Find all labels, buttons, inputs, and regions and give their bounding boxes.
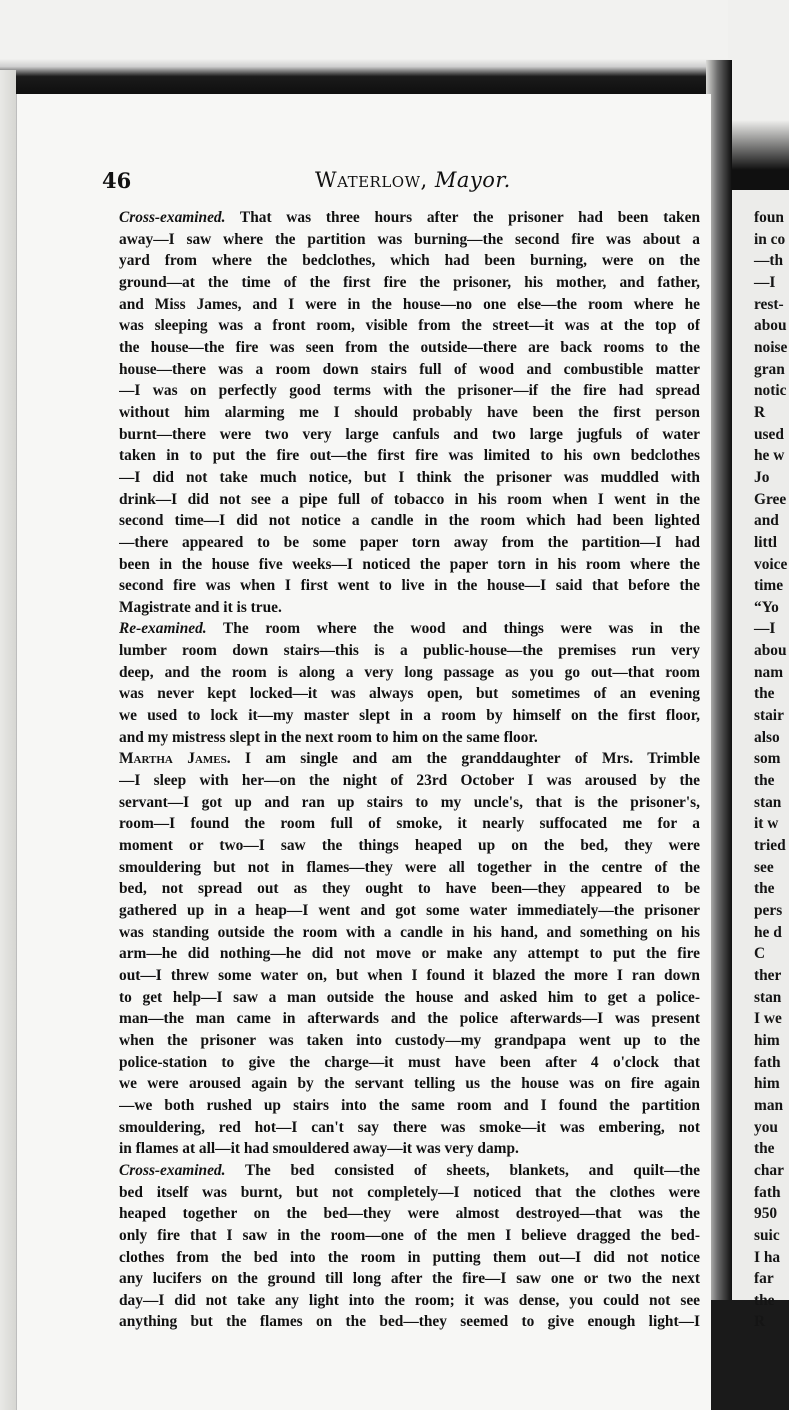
- facing-page-fragment: noise: [754, 338, 788, 356]
- line-text: servant—I got up and ran up stairs to my uncle's, that is the prisoner's,: [119, 793, 700, 811]
- text-line: [119, 575, 700, 597]
- text-line: [119, 727, 700, 749]
- line-text: moment or two—I saw the things heaped up on the bed, they were: [119, 837, 700, 855]
- facing-page-fragment: he d: [754, 923, 782, 941]
- facing-page-fragment: R: [754, 403, 766, 421]
- text-line: [119, 1160, 700, 1182]
- scanner-right-shadow: [728, 0, 789, 200]
- line-text: police-station to give the charge—it must have been after 4 o'clock that: [119, 1053, 700, 1071]
- facing-page-fragment: the: [754, 772, 775, 790]
- facing-page-fragment: ther: [754, 966, 782, 984]
- facing-page-fragment: I ha: [754, 1248, 781, 1266]
- text-line: [119, 489, 700, 511]
- text-line: [119, 294, 700, 316]
- text-line: [119, 272, 700, 294]
- text-line: [119, 510, 700, 532]
- witness-name: Martha James.: [119, 750, 231, 768]
- facing-page-text: [754, 207, 789, 1333]
- text-line: [119, 792, 700, 814]
- facing-page-fragment: —I: [754, 620, 776, 638]
- facing-page-fragment: voice: [754, 555, 788, 573]
- facing-page-fragment: Jo: [754, 468, 770, 486]
- running-head-name: Waterlow,: [315, 168, 428, 192]
- facing-page-fragment: he w: [754, 447, 785, 465]
- facing-page-fragment: notic: [754, 382, 787, 400]
- line-text: That was three hours after the prisoner had been taken: [225, 209, 700, 226]
- page-number: 46: [102, 168, 132, 193]
- text-line: [119, 1182, 700, 1204]
- facing-page-fragment: far: [754, 1270, 774, 1288]
- facing-page-fragment: fath: [754, 1053, 781, 1071]
- line-text: to get help—I saw a man outside the house and asked him to get a police-: [119, 988, 700, 1006]
- line-text: arm—he did nothing—he did not move or make any attempt to put the fire: [119, 945, 700, 963]
- text-line: [119, 315, 700, 337]
- line-text: bed, not spread out as they ought to have been—they appeared to be: [119, 880, 700, 898]
- line-text: gathered up in a heap—I went and got some water immediately—the prisoner: [119, 902, 700, 919]
- facing-page-fragment: som: [754, 750, 781, 768]
- line-text: Magistrate and it is true.: [119, 598, 282, 616]
- text-line: [119, 857, 700, 879]
- text-line: [119, 1203, 700, 1225]
- text-line: [119, 597, 700, 619]
- text-line: [119, 250, 700, 272]
- facing-page-fragment: stan: [754, 793, 782, 811]
- line-text: out—I threw some water on, but when I found it blazed the more I ran down: [119, 966, 700, 984]
- line-text: we were aroused again by the servant telling us the house was on fire again: [119, 1075, 700, 1093]
- body-text: [119, 207, 700, 1333]
- text-line: [119, 662, 700, 684]
- line-text: the house—the fire was seen from the outside—there are back rooms to the: [119, 338, 700, 356]
- line-text: second time—I did not notice a candle in the room which had been lighted: [119, 512, 700, 530]
- facing-page-fragment: Gree: [754, 490, 787, 508]
- facing-page-fragment: R: [754, 1313, 766, 1331]
- line-text: was never kept locked—it was always open, but sometimes of an evening: [119, 685, 700, 703]
- facing-page-fragment: littl: [754, 533, 778, 551]
- line-text: heaped together on the bed—they were almost destroyed—that was the: [119, 1205, 700, 1223]
- line-text: we used to lock it—my master slept in a room by himself on the first floor,: [119, 707, 700, 725]
- line-text: —there appeared to be some paper torn away from the partition—I had: [119, 533, 700, 551]
- text-line: [119, 467, 700, 489]
- text-line: [119, 835, 700, 857]
- line-text: —I did not take much notice, but I think the prisoner was muddled with: [119, 468, 700, 486]
- line-text: day—I did not take any light into the room; it was dense, you could not see: [119, 1291, 700, 1309]
- facing-page-fragment: also: [754, 728, 780, 746]
- text-line: [119, 1008, 700, 1030]
- facing-page-fragment: time: [754, 577, 784, 595]
- text-line: [119, 1117, 700, 1139]
- facing-page-fragment: the: [754, 1291, 775, 1309]
- line-text: smouldering, red hot—I can't say there was smoke—it was embering, not: [119, 1118, 700, 1136]
- text-line: [119, 900, 700, 922]
- text-line: [119, 1225, 700, 1247]
- section-label: Cross-examined.: [119, 209, 226, 226]
- line-text: taken in to put the fire out—the first fire was limited to his own bedclothes: [119, 447, 700, 465]
- facing-page-fragment: and: [754, 512, 779, 530]
- facing-page-fragment: suic: [754, 1226, 780, 1244]
- line-text: man—the man came in afterwards and the police afterwards—I was present: [119, 1010, 700, 1028]
- facing-page-fragment: abou: [754, 317, 787, 335]
- running-head: [102, 168, 522, 198]
- facing-page-fragment: rest-: [754, 295, 784, 313]
- line-text: I am single and am the granddaughter of Mrs. Trimble: [230, 750, 700, 768]
- line-text: The room where the wood and things were was in the: [206, 620, 700, 638]
- text-line: [119, 987, 700, 1009]
- line-text: was sleeping was a front room, visible from the street—it was at the top of: [119, 317, 700, 335]
- scanner-top-shadow: [0, 0, 789, 98]
- line-text: room—I found the room full of smoke, it nearly suffocated me for a: [119, 815, 700, 833]
- text-line: [119, 337, 700, 359]
- text-line: [119, 943, 700, 965]
- line-text: in flames at all—it had smouldered away—it was very damp.: [119, 1140, 519, 1158]
- line-text: ground—at the time of the first fire the prisoner, his mother, and father,: [119, 273, 700, 291]
- text-line: [119, 965, 700, 987]
- facing-page-fragment: 950: [754, 1205, 778, 1223]
- text-line: [119, 1073, 700, 1095]
- facing-page-fragment: nam: [754, 663, 784, 681]
- scanner-left-edge: [0, 70, 16, 1410]
- facing-page-fragment: you: [754, 1118, 778, 1136]
- facing-page-fragment: fath: [754, 1183, 781, 1201]
- text-line: [119, 445, 700, 467]
- facing-page-fragment: foun: [754, 209, 784, 226]
- section-label: Cross-examined.: [119, 1161, 226, 1179]
- line-text: —I was on perfectly good terms with the prisoner—if the fire had spread: [119, 382, 700, 400]
- line-text: been in the house five weeks—I noticed the paper torn in his room where the: [119, 555, 700, 573]
- line-text: and my mistress slept in the next room to him on the same floor.: [119, 728, 538, 746]
- line-text: —I sleep with her—on the night of 23rd October I was aroused by the: [119, 772, 700, 790]
- text-line: [119, 207, 700, 229]
- text-line: [119, 618, 700, 640]
- text-line: [119, 554, 700, 576]
- facing-page-fragment: I we: [754, 1010, 782, 1028]
- text-line: [119, 683, 700, 705]
- facing-page-fragment: stan: [754, 988, 782, 1006]
- facing-page-fragment: —I: [754, 273, 776, 291]
- line-text: The bed consisted of sheets, blankets, and quilt—the: [225, 1161, 700, 1179]
- line-text: yard from where the bedclothes, which had been burning, were on the: [119, 252, 700, 270]
- line-text: bed itself was burnt, but not completely—I noticed that the clothes were: [119, 1183, 700, 1201]
- line-text: house—there was a room down stairs full of wood and combustible matter: [119, 360, 700, 378]
- facing-page-fragment: man: [754, 1096, 784, 1114]
- text-line: [119, 748, 700, 770]
- facing-page-fragment: “Yo: [754, 598, 779, 616]
- line-text: only fire that I saw in the room—one of the men I believe dragged the bed-: [119, 1226, 700, 1244]
- text-line: [119, 922, 700, 944]
- line-text: deep, and the room is along a very long passage as you go out—that room: [119, 663, 700, 681]
- facing-page-fragment: it w: [754, 815, 779, 833]
- text-line: [119, 380, 700, 402]
- text-line: [119, 1095, 700, 1117]
- line-text: was standing outside the room with a candle in his hand, and something on his: [119, 923, 700, 941]
- line-text: when the prisoner was taken into custody—my grandpapa went up to the: [119, 1031, 700, 1049]
- facing-page-fragment: him: [754, 1031, 780, 1049]
- facing-page-fragment: pers: [754, 902, 783, 919]
- line-text: drink—I did not see a pipe full of tobacco in his room when I went in the: [119, 490, 700, 508]
- text-line: [119, 813, 700, 835]
- running-head-role: Mayor.: [434, 168, 511, 192]
- facing-page-fragment: the: [754, 685, 775, 703]
- line-text: lumber room down stairs—this is a public-house—the premises run very: [119, 642, 700, 660]
- text-line: [119, 1247, 700, 1269]
- facing-page-fragment: him: [754, 1075, 780, 1093]
- line-text: second fire was when I first went to live in the house—I said that before the: [119, 577, 700, 595]
- text-line: [119, 770, 700, 792]
- line-text: smouldering but not in flames—they were all together in the centre of the: [119, 858, 700, 876]
- line-text: away—I saw where the partition was burning—the second fire was about a: [119, 230, 700, 248]
- text-line: [119, 705, 700, 727]
- line-text: anything but the flames on the bed—they seemed to give enough light—I: [119, 1313, 700, 1331]
- text-line: [119, 640, 700, 662]
- facing-page-fragment: gran: [754, 360, 785, 378]
- line-text: any lucifers on the ground till long after the fire—I saw one or two the next: [119, 1270, 700, 1288]
- text-line: [119, 1268, 700, 1290]
- text-line: [119, 424, 700, 446]
- text-line: [119, 1138, 700, 1160]
- facing-page-fragment: C: [754, 945, 766, 963]
- facing-page-fragment: see: [754, 858, 774, 876]
- facing-page-fragment: the: [754, 1140, 775, 1158]
- section-label: Re-examined.: [119, 620, 207, 638]
- line-text: burnt—there were two very large canfuls and two large jugfuls of water: [119, 425, 700, 443]
- text-line: [119, 1311, 700, 1333]
- line-text: without him alarming me I should probably have been the first person: [119, 403, 700, 421]
- facing-page-fragment: —th: [754, 252, 784, 270]
- text-line: [119, 1290, 700, 1312]
- facing-page-fragment: in co: [754, 230, 786, 248]
- text-line: [119, 359, 700, 381]
- line-text: clothes from the bed into the room in putting them out—I did not notice: [119, 1248, 700, 1266]
- text-line: [119, 402, 700, 424]
- running-head-title: [315, 168, 511, 192]
- line-text: —we both rushed up stairs into the same room and I found the partition: [119, 1096, 700, 1114]
- line-text: and Miss James, and I were in the house—no one else—the room where he: [119, 295, 700, 313]
- facing-page-fragment: tried: [754, 837, 786, 855]
- text-line: [119, 878, 700, 900]
- text-line: [119, 1052, 700, 1074]
- text-line: [119, 229, 700, 251]
- facing-page-fragment: the: [754, 880, 775, 898]
- facing-page-fragment: stair: [754, 707, 784, 725]
- text-line: [119, 1030, 700, 1052]
- facing-page-fragment: used: [754, 425, 784, 443]
- facing-page-fragment: char: [754, 1161, 784, 1179]
- text-line: [119, 532, 700, 554]
- facing-page-fragment: abou: [754, 642, 787, 660]
